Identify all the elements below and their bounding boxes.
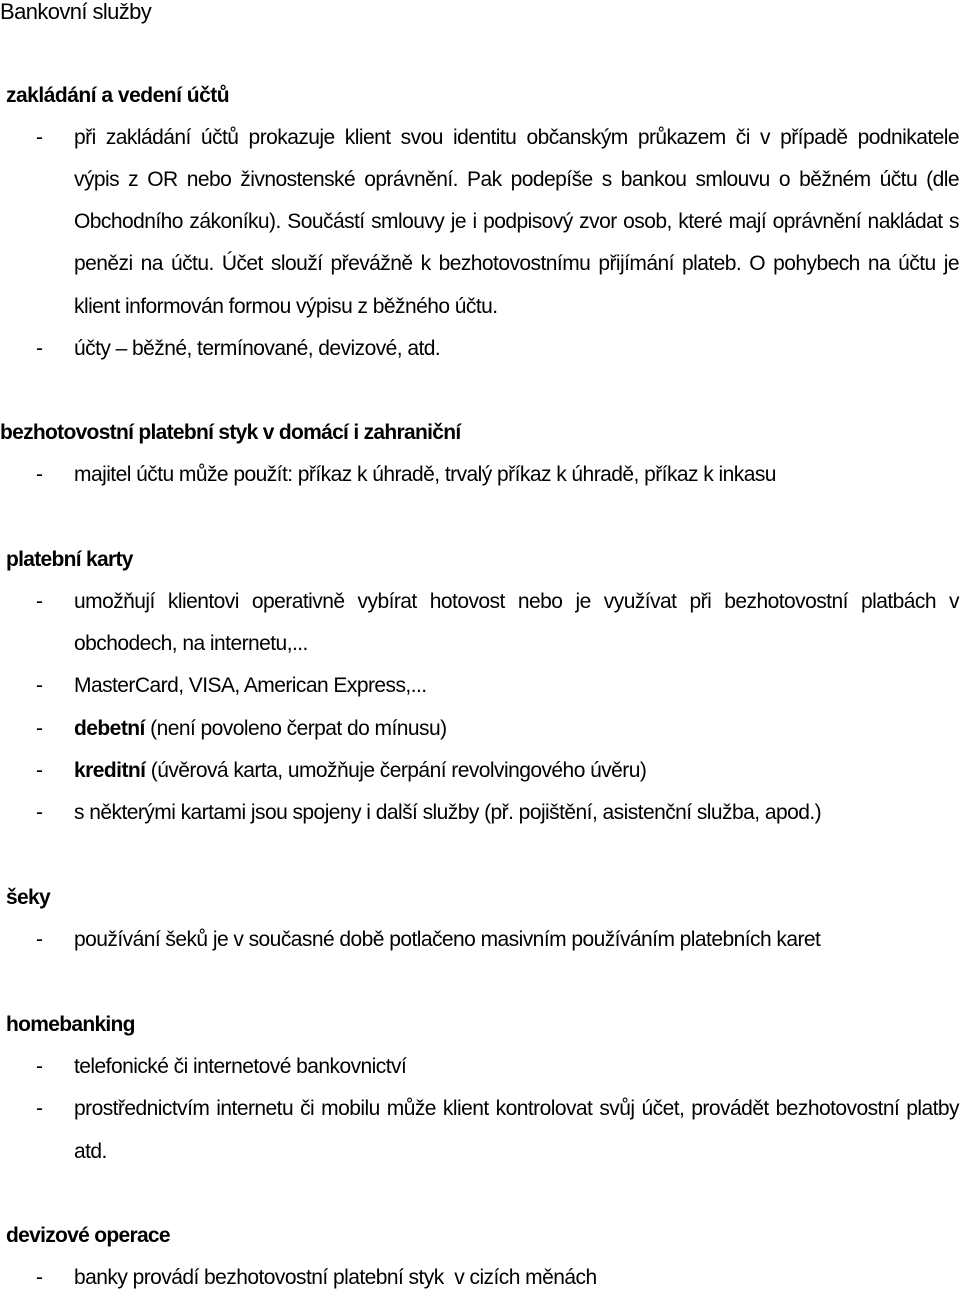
bullet-dash: - <box>36 1266 43 1289</box>
section-heading-cards: platební karty <box>6 548 133 571</box>
list-item <box>74 750 646 792</box>
paragraph-line: umožňují klientovi operativně vybírat hotovost nebo je využívat při bezhotovostní platbách v <box>74 590 959 613</box>
list-item: používání šeků je v současné době potlačeno masivním používáním platebních karet <box>74 928 821 951</box>
list-item <box>74 708 447 750</box>
section-heading-homebanking: homebanking <box>6 1013 135 1036</box>
bullet-dash: - <box>36 928 43 951</box>
bullet-dash: - <box>36 337 43 360</box>
bullet-dash: - <box>36 717 43 740</box>
bullet-dash: - <box>36 590 43 613</box>
list-item: MasterCard, VISA, American Express,... <box>74 674 427 697</box>
paragraph-line: při zakládání účtů prokazuje klient svou identitu občanským průkazem či v případě podnikatele <box>74 126 959 149</box>
bold-term-debit: debetní <box>74 717 145 740</box>
page-title: Bankovní služby <box>0 0 152 24</box>
section-heading-cashless: bezhotovostní platební styk v domácí i zahraniční <box>0 421 461 444</box>
list-item: majitel účtu může použít: příkaz k úhradě, trvalý příkaz k úhradě, příkaz k inkasu <box>74 463 776 486</box>
paragraph-line: obchodech, na internetu,... <box>74 632 308 655</box>
paragraph-line: klient informován formou výpisu z běžného účtu. <box>74 295 498 318</box>
bold-term-credit: kreditní <box>74 759 146 782</box>
paragraph-line: penězi na účtu. Účet slouží převážně k bezhotovostnímu přijímání plateb. O pohybech na účtu je <box>74 252 959 275</box>
bullet-dash: - <box>36 674 43 697</box>
bullet-dash: - <box>36 801 43 824</box>
bullet-dash: - <box>36 1055 43 1078</box>
list-item: s některými kartami jsou spojeny i další služby (př. pojištění, asistenční služba, apod.) <box>74 801 822 824</box>
bullet-dash: - <box>36 759 43 782</box>
list-item: telefonické či internetové bankovnictví <box>74 1055 407 1078</box>
section-heading-forex: devizové operace <box>6 1224 170 1247</box>
list-item: účty – běžné, termínované, devizové, atd. <box>74 337 441 360</box>
paragraph-line: atd. <box>74 1140 107 1163</box>
list-item-text: (není povoleno čerpat do mínusu) <box>150 717 447 740</box>
paragraph-line: Obchodního zákoníku). Součástí smlouvy je i podpisový zvor osob, které mají oprávnění nakládat s <box>74 210 959 233</box>
section-heading-cheques: šeky <box>6 886 50 909</box>
section-heading-accounts: zakládání a vedení účtů <box>6 84 230 107</box>
list-item: banky provádí bezhotovostní platební styk v cizích měnách <box>74 1266 597 1289</box>
paragraph-line: výpis z OR nebo živnostenské oprávnění. Pak podepíše s bankou smlouvu o běžném účtu (dle <box>74 168 959 191</box>
bullet-dash: - <box>36 463 43 486</box>
list-item-text: (úvěrová karta, umožňuje čerpání revolvingového úvěru) <box>150 759 647 782</box>
bullet-dash: - <box>36 1097 43 1120</box>
paragraph-line: prostřednictvím internetu či mobilu může klient kontrolovat svůj účet, provádět bezhotovostní platby <box>74 1097 959 1120</box>
bullet-dash: - <box>36 126 43 149</box>
